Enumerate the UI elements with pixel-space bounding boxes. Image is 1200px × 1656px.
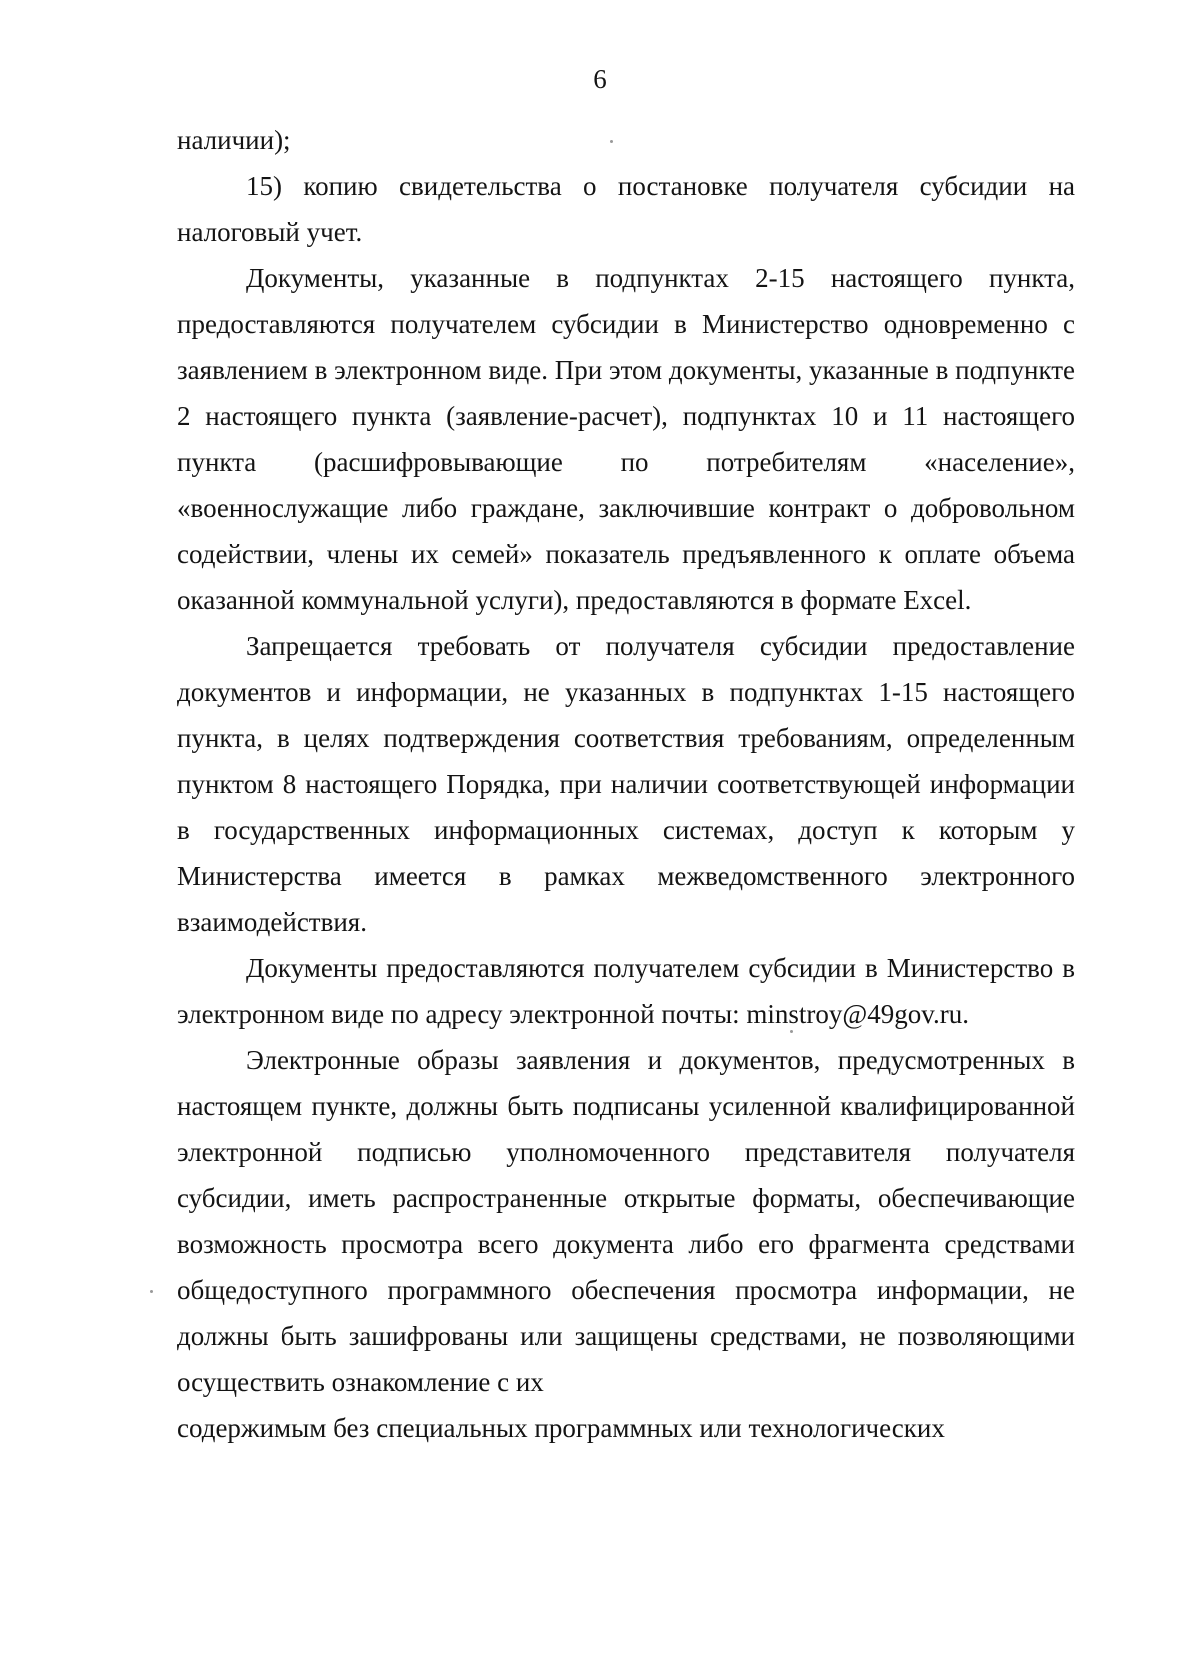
paragraph-final-line: содержимым без специальных программных или технологических xyxy=(177,1413,945,1443)
document-body xyxy=(177,117,1075,1451)
page-number: 6 xyxy=(593,64,607,94)
paragraph-email-submission: Документы предоставляются получателем субсидии в Министерство в электронном виде по адресу электронной почты: minstroy@49gov.ru. xyxy=(177,953,1075,1029)
scan-speck xyxy=(610,140,613,143)
scan-speck xyxy=(150,1290,153,1293)
paragraph-continuation: наличии); xyxy=(177,125,291,155)
scan-speck xyxy=(790,1030,793,1033)
paragraph-prohibition: Запрещается требовать от получателя субсидии предоставление документов и информации, не указанных в подпунктах 1-15 настоящего пункта, в целях подтверждения соответствия требованиям, определенным пунктом 8 настоящего Порядка, при наличии соответствующей информации в государственных информационных системах, доступ к которым у Министерства имеется в рамках межведомственного электронного взаимодействия. xyxy=(177,631,1075,937)
paragraph-item-15: 15) копию свидетельства о постановке получателя субсидии на налоговый учет. xyxy=(177,171,1075,247)
paragraph-electronic-images: Электронные образы заявления и документов, предусмотренных в настоящем пункте, должны быть подписаны усиленной квалифицированной электронной подписью уполномоченного представителя получателя субсидии, иметь распространенные открытые форматы, обеспечивающие возможность просмотра всего документа либо его фрагмента средствами общедоступного программного обеспечения просмотра информации, не должны быть зашифрованы или защищены средствами, не позволяющими осуществить ознакомление с их xyxy=(177,1045,1075,1397)
paragraph-documents-submission: Документы, указанные в подпунктах 2-15 настоящего пункта, предоставляются получателем субсидии в Министерство одновременно с заявлением в электронном виде. При этом документы, указанные в подпункте 2 настоящего пункта (заявление-расчет), подпунктах 10 и 11 настоящего пункта (расшифровывающие по потребителям «население», «военнослужащие либо граждане, заключившие контракт о добровольном содействии, члены их семей» показатель предъявленного к оплате объема оказанной коммунальной услуги), предоставляются в формате Excel. xyxy=(177,263,1075,615)
